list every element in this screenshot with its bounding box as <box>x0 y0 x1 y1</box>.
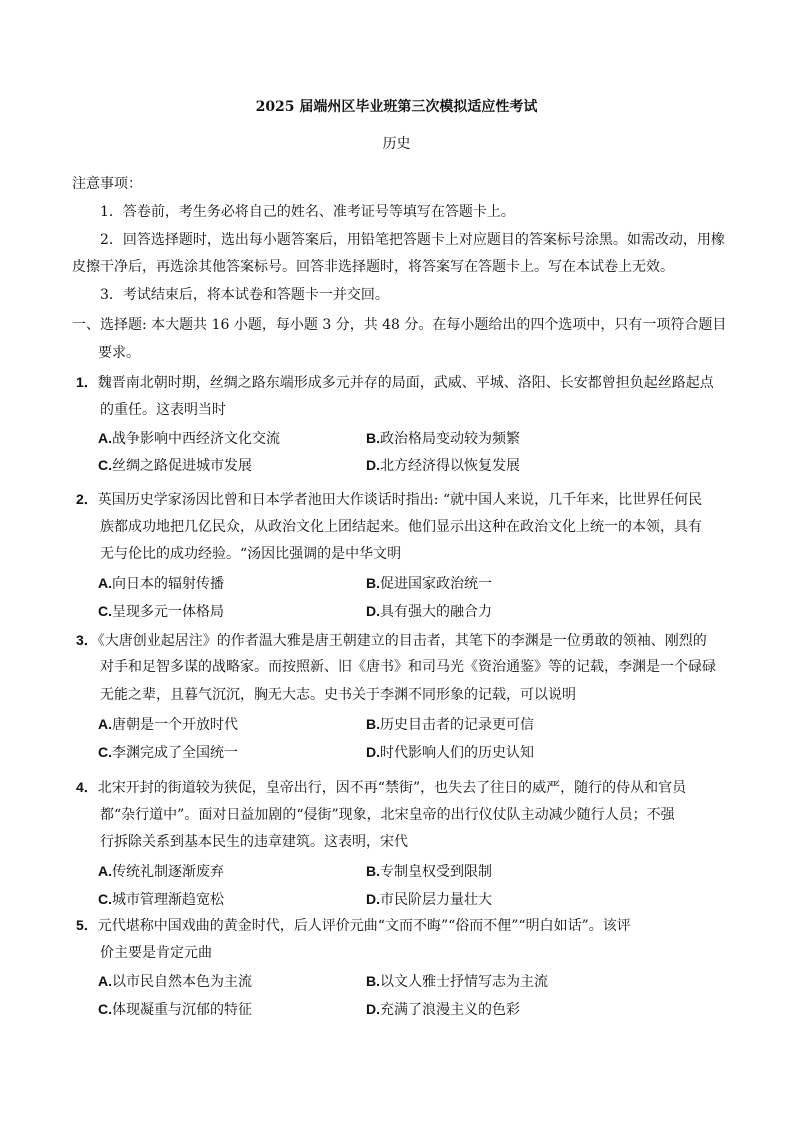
question-5-option-a: A.以市民自然本色为主流 <box>98 973 252 990</box>
question-5-option-b: B.以文人雅士抒情写志为主流 <box>366 973 548 990</box>
question-4-line-1: 4．北宋开封的街道较为狭促，皇帝出行，因不再“禁街”，也失去了往日的威严，随行的侍从和官员 <box>76 779 687 796</box>
question-1-option-d: D.北方经济得以恢复发展 <box>366 457 520 474</box>
question-4-line-3: 行拆除关系到基本民生的违章建筑。这表明，宋代 <box>100 834 408 850</box>
question-4-option-a: A.传统礼制逐渐废弃 <box>98 863 224 880</box>
question-2-option-b: B.促进国家政治统一 <box>366 575 492 592</box>
subject-title: 历史 <box>382 136 411 152</box>
question-5-option-d: D.充满了浪漫主义的色彩 <box>366 1001 520 1018</box>
question-1-option-b: B.政治格局变动较为频繁 <box>366 430 520 447</box>
section-heading-line-1: 一、选择题: 本大题共 16 小题，每小题 3 分，共 48 分。在每小题给出的四个选项中，只有一项符合题目 <box>72 317 727 333</box>
question-number: 5． <box>76 917 98 933</box>
notice-item-2-line-2: 皮擦干净后，再选涂其他答案标号。回答非选择题时，将答案写在答题卡上。写在本试卷上无效。 <box>72 259 674 275</box>
question-2-option-c: C.呈现多元一体格局 <box>98 603 224 620</box>
question-5-option-c: C.体现凝重与沉郁的特征 <box>98 1001 252 1018</box>
question-3-line-3: 无能之辈，且暮气沉沉，胸无大志。史书关于李渊不同形象的记载，可以说明 <box>100 687 576 703</box>
question-2-line-1: 2．英国历史学家汤因比曾和日本学者池田大作谈话时指出: “就中国人来说，几千年来，比世界任何民 <box>76 491 703 508</box>
question-1-option-a: A.战争影响中西经济文化交流 <box>98 430 280 447</box>
question-2-line-2: 族都成功地把几亿民众，从政治文化上团结起来。他们显示出这种在政治文化上统一的本领，具有 <box>100 519 702 535</box>
question-3-option-a: A.唐朝是一个开放时代 <box>98 716 238 733</box>
question-2-option-a: A.向日本的辐射传播 <box>98 575 224 592</box>
question-4-line-2: 都“杂行道中”。面对日益加剧的“侵街”现象，北宋皇帝的出行仪仗队主动减少随行人员；不强 <box>100 807 675 823</box>
question-3-line-2: 对手和足智多谋的战略家。而按照新、旧《唐书》和司马光《资治通鉴》等的记载，李渊是一个碌碌 <box>100 659 716 675</box>
question-4-option-c: C.城市管理渐趋宽松 <box>98 891 224 908</box>
notice-item-3: 3．考试结束后，将本试卷和答题卡一并交回。 <box>100 287 389 303</box>
section-heading-line-2: 要求。 <box>98 345 140 361</box>
notice-item-2-line-1: 2．回答选择题时，选出每小题答案后，用铅笔把答题卡上对应题目的答案标号涂黑。如需改动，用橡 <box>100 232 725 248</box>
question-number: 1． <box>76 374 98 390</box>
question-3-line-1: 3．《大唐创业起居注》的作者温大雅是唐王朝建立的目击者，其笔下的李渊是一位勇敢的领袖、刚烈的 <box>76 632 707 649</box>
question-5-line-1: 5．元代堪称中国戏曲的黄金时代，后人评价元曲“文而不晦”“俗而不俚”“明白如话”。该评 <box>76 917 631 934</box>
question-2-option-d: D.具有强大的融合力 <box>366 603 492 620</box>
question-2-line-3: 无与伦比的成功经验。“汤因比强调的是中华文明 <box>100 546 402 562</box>
notice-item-1: 1．答卷前，考生务必将自己的姓名、准考证号等填写在答题卡上。 <box>100 204 515 220</box>
question-1-line-1: 1．魏晋南北朝时期，丝绸之路东端形成多元并存的局面，武威、平城、洛阳、长安都曾担负起丝路起点 <box>76 374 714 391</box>
question-number: 3． <box>76 632 98 648</box>
question-4-option-b: B.专制皇权受到限制 <box>366 863 492 880</box>
question-4-option-d: D.市民阶层力量壮大 <box>366 891 492 908</box>
question-5-line-2: 价主要是肯定元曲 <box>100 945 212 961</box>
question-number: 2． <box>76 491 98 507</box>
question-3-option-d: D.时代影响人们的历史认知 <box>366 744 534 761</box>
question-3-option-c: C.李渊完成了全国统一 <box>98 744 238 761</box>
notice-heading: 注意事项： <box>72 176 142 192</box>
question-number: 4． <box>76 779 98 795</box>
question-3-option-b: B.历史目击者的记录更可信 <box>366 716 534 733</box>
exam-title: 2025 届端州区毕业班第三次模拟适应性考试 <box>255 99 538 115</box>
question-1-option-c: C.丝绸之路促进城市发展 <box>98 457 252 474</box>
question-1-line-2: 的重任。这表明当时 <box>100 402 226 418</box>
